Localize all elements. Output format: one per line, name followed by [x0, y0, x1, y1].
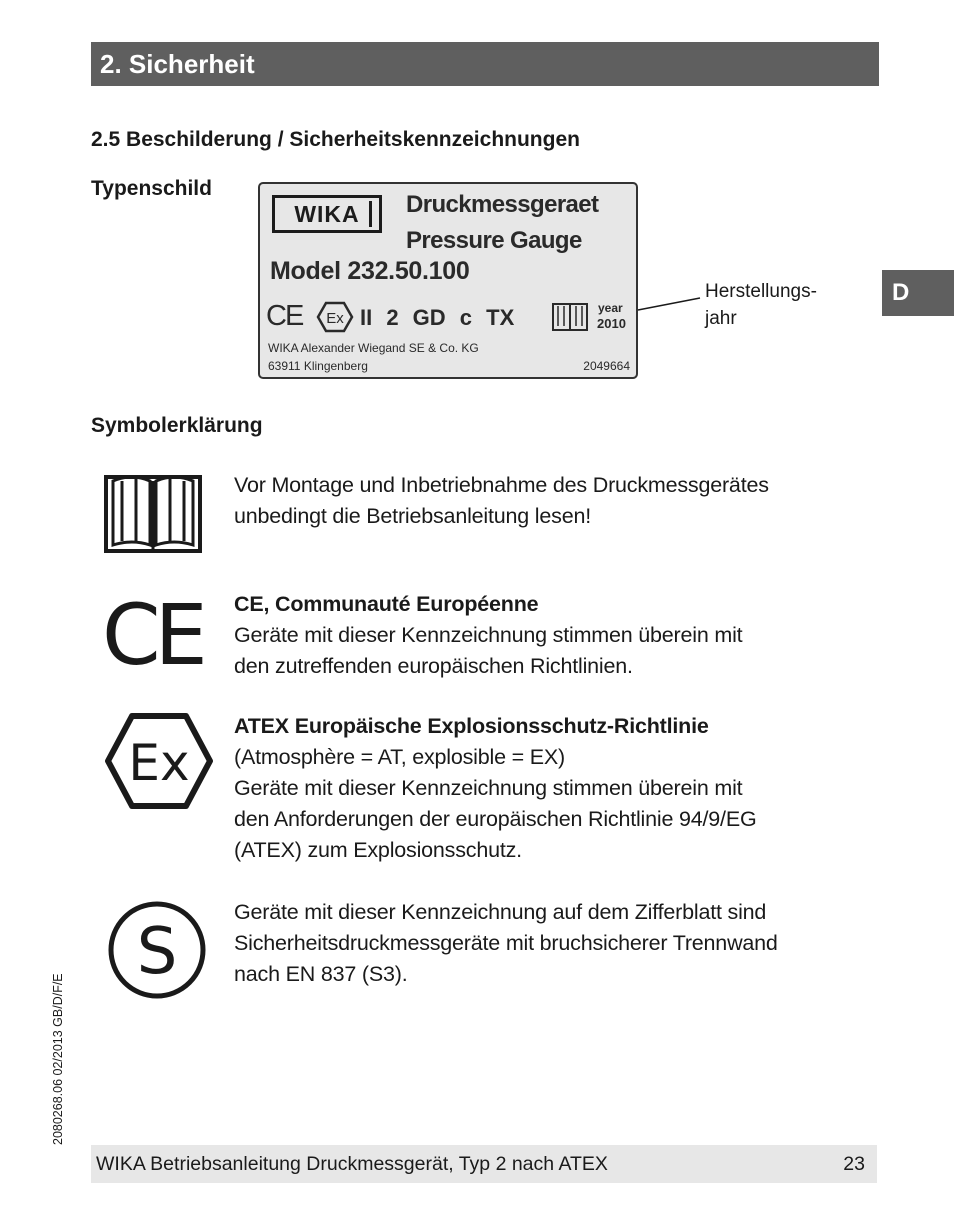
atex-description — [234, 711, 884, 866]
atex-line-4: (ATEX) zum Explosionsschutz. — [234, 838, 522, 862]
book-icon — [104, 471, 202, 553]
wika-logo: WIKA — [272, 195, 382, 233]
atex-line-3: den Anforderungen der europäischen Richtlinie 94/9/EG — [234, 807, 757, 831]
book-description — [234, 470, 884, 532]
svg-text:Ex: Ex — [326, 310, 344, 327]
subsection-title: 2.5 Beschilderung / Sicherheitskennzeichnungen — [91, 128, 580, 151]
nameplate-manufacturer: WIKA Alexander Wiegand SE & Co. KG — [268, 341, 479, 355]
nameplate-title-en: Pressure Gauge — [406, 227, 582, 254]
book-line-2: unbedingt die Betriebsanleitung lesen! — [234, 504, 591, 528]
callout-line-2: jahr — [705, 308, 737, 329]
s-circle-icon — [106, 899, 208, 1001]
s-mark-text: S — [136, 915, 178, 989]
nameplate-ex-icon — [316, 301, 354, 333]
nameplate-address: 63911 Klingenberg — [268, 359, 368, 373]
ce-mark-icon — [100, 596, 208, 672]
atex-title: ATEX Europäische Explosionsschutz-Richtlinie — [234, 714, 709, 738]
safety-description — [234, 897, 884, 990]
nameplate-image — [258, 182, 638, 379]
atex-line-1: (Atmosphère = AT, explosible = EX) — [234, 745, 565, 769]
nameplate-year-label: year — [598, 301, 623, 315]
callout-line-1: Herstellungs- — [705, 281, 817, 302]
symbols-heading: Symbolerklärung — [91, 414, 263, 437]
nameplate-label: Typenschild — [91, 177, 212, 200]
ex-hexagon-icon — [104, 712, 214, 810]
page-footer — [91, 1145, 877, 1183]
nameplate-book-icon — [552, 302, 588, 332]
page-number: 23 — [843, 1153, 865, 1175]
ex-mark-text: Ex — [128, 734, 190, 792]
ce-line-2: den zutreffenden europäischen Richtlinien. — [234, 654, 633, 678]
ce-line-1: Geräte mit dieser Kennzeichnung stimmen überein mit — [234, 623, 743, 647]
footer-text: WIKA Betriebsanleitung Druckmessgerät, Typ 2 nach ATEX — [96, 1153, 608, 1175]
callout-leader-line — [636, 296, 706, 312]
nameplate-title-de: Druckmessgeraet — [406, 191, 599, 218]
language-tab: D — [882, 270, 954, 316]
nameplate-ce-mark: CE — [266, 300, 303, 332]
book-line-1: Vor Montage und Inbetriebnahme des Druckmessgerätes — [234, 473, 769, 497]
year-callout — [705, 278, 817, 332]
document-number: 2080268.06 02/2013 GB/D/F/E — [51, 973, 65, 1145]
section-title: 2. Sicherheit — [91, 42, 879, 86]
ce-description — [234, 589, 884, 682]
ce-title: CE, Communauté Européenne — [234, 592, 539, 616]
safety-line-3: nach EN 837 (S3). — [234, 962, 408, 986]
nameplate-atex-marking: II 2 GD c TX — [360, 305, 515, 330]
nameplate-model: Model 232.50.100 — [270, 257, 470, 285]
ce-mark-text: CE — [102, 596, 202, 672]
safety-line-1: Geräte mit dieser Kennzeichnung auf dem Zifferblatt sind — [234, 900, 767, 924]
safety-line-2: Sicherheitsdruckmessgeräte mit bruchsicherer Trennwand — [234, 931, 778, 955]
atex-line-2: Geräte mit dieser Kennzeichnung stimmen überein mit — [234, 776, 743, 800]
nameplate-serial: 2049664 — [583, 359, 630, 373]
nameplate-year-value: 2010 — [597, 316, 626, 331]
